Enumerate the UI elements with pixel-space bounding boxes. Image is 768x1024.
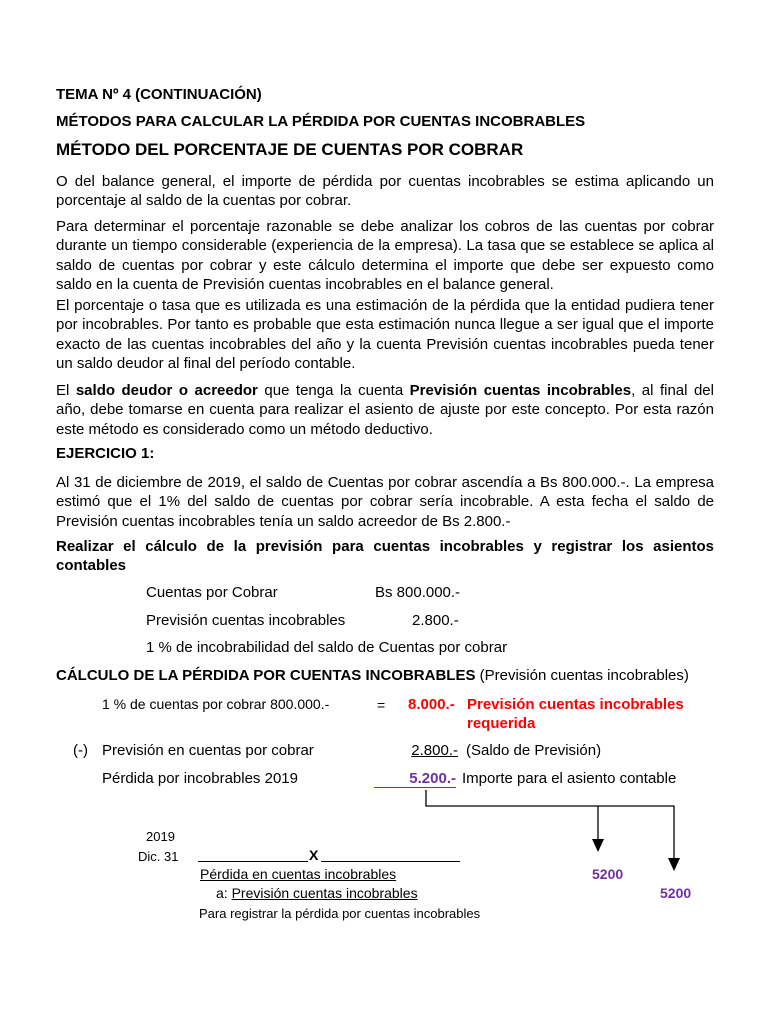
asiento-date: Dic. 31 <box>138 849 179 864</box>
credit-line <box>216 885 418 901</box>
asiento-year: 2019 <box>146 829 175 844</box>
ejercicio-text: Al 31 de diciembre de 2019, el saldo de Cuentas por cobrar ascendía a Bs 800.000.-. La empresa estimó que el 1% del saldo de cuentas por cobrar sería incobrable. A esta fecha el saldo de Previsión cuentas incobrables tenía un saldo acreedor de Bs 2.800.- <box>56 474 714 530</box>
tema-heading: TEMA Nº 4 (CONTINUACIÓN) <box>56 86 262 103</box>
text-run: que tenga la cuenta <box>257 382 410 399</box>
calc-row3-value: 5.200.- <box>374 770 456 788</box>
separator-line-right <box>321 847 460 862</box>
asiento-glosa: Para registrar la pérdida por cuentas incobrables <box>199 906 481 921</box>
credit-account: Previsión cuentas incobrables <box>231 885 418 901</box>
metodo-heading: MÉTODO DEL PORCENTAJE DE CUENTAS POR COBRAR <box>56 140 524 159</box>
calc-row3-note: Importe para el asiento contable <box>462 770 677 787</box>
ejercicio-title: EJERCICIO 1: <box>56 445 155 462</box>
prevision-value: 2.800.- <box>412 612 459 629</box>
debit-amount: 5200 <box>592 866 624 882</box>
paragraph-porcentaje: Para determinar el porcentaje razonable se debe analizar los cobros de las cuentas por cobrar durante un tiempo considerable (experiencia de la empresa). La tasa que se establece se aplica al saldo de cuentas por cobrar y este cálculo determina el importe que debe ser expuesto como saldo en la cuenta de Previsión cuentas incobrables en el balance general. <box>56 218 714 294</box>
debit-account: Pérdida en cuentas incobrables <box>200 866 397 882</box>
asiento-marker: X <box>309 847 319 863</box>
cxc-label: Cuentas por Cobrar <box>146 584 278 601</box>
ejercicio-instruccion: Realizar el cálculo de la previsión para cuentas incobrables y registrar los asientos contables <box>56 538 714 575</box>
arrow-head-credit <box>668 858 680 871</box>
prevision-label: Previsión cuentas incobrables <box>146 612 346 629</box>
metodos-heading: MÉTODOS PARA CALCULAR LA PÉRDIDA POR CUENTAS INCOBRABLES <box>56 113 586 130</box>
paragraph-tasa: El porcentaje o tasa que es utilizada es una estimación de la pérdida que la entidad pudiera tener por incobrables. Por tanto es probable que esta estimación nunca llegue a ser igual que el importe exacto de las cuentas incobrables del año y la cuenta Previsión cuentas incobrables pueda tener un saldo deudor al final del período contable. <box>56 297 714 373</box>
text-run: , al final del año, debe tomarse en cuenta para realizar el asiento de ajuste por este concepto. Por esta razón este método es considerado como un método deductivo. <box>56 382 714 438</box>
calc-row2-sign: (-) <box>73 742 88 759</box>
asiento-separator <box>198 847 460 862</box>
calc-row2-label: Previsión en cuentas por cobrar <box>102 742 314 759</box>
calc-row3-label: Pérdida por incobrables 2019 <box>102 770 298 787</box>
porcentaje-text: 1 % de incobrabilidad del saldo de Cuentas por cobrar <box>146 639 508 656</box>
paragraph-saldo <box>56 381 714 439</box>
calculo-heading-rest: (Previsión cuentas incobrables) <box>475 667 689 684</box>
bold-text-run: saldo deudor o acreedor <box>75 382 258 399</box>
separator-line-left <box>198 847 308 862</box>
arrow-line-credit <box>426 790 674 866</box>
bold-text-run: Previsión cuentas incobrables <box>409 382 632 399</box>
paragraph-intro: O del balance general, el importe de pérdida por cuentas incobrables se estima aplicando un porcentaje al saldo de la cuentas por cobrar. <box>56 173 714 210</box>
calc-row1-note-2: requerida <box>467 715 536 732</box>
calc-row2-value: 2.800.- <box>411 742 458 759</box>
calc-row1-value: 8.000.- <box>408 696 455 713</box>
calc-row1-equals: = <box>377 697 386 713</box>
calc-row1-label: 1 % de cuentas por cobrar 800.000.- <box>102 696 330 712</box>
arrow-head-debit <box>592 839 604 852</box>
calc-row1-note-1: Previsión cuentas incobrables <box>467 696 684 713</box>
text-run: El <box>56 382 76 399</box>
credit-prefix: a: <box>216 885 232 901</box>
calculo-heading-bold: CÁLCULO DE LA PÉRDIDA POR CUENTAS INCOBRABLES <box>56 667 476 684</box>
calculo-heading <box>56 667 689 684</box>
credit-amount: 5200 <box>660 885 692 901</box>
cxc-value: Bs 800.000.- <box>375 584 461 601</box>
calc-row2-note: (Saldo de Previsión) <box>466 742 602 759</box>
